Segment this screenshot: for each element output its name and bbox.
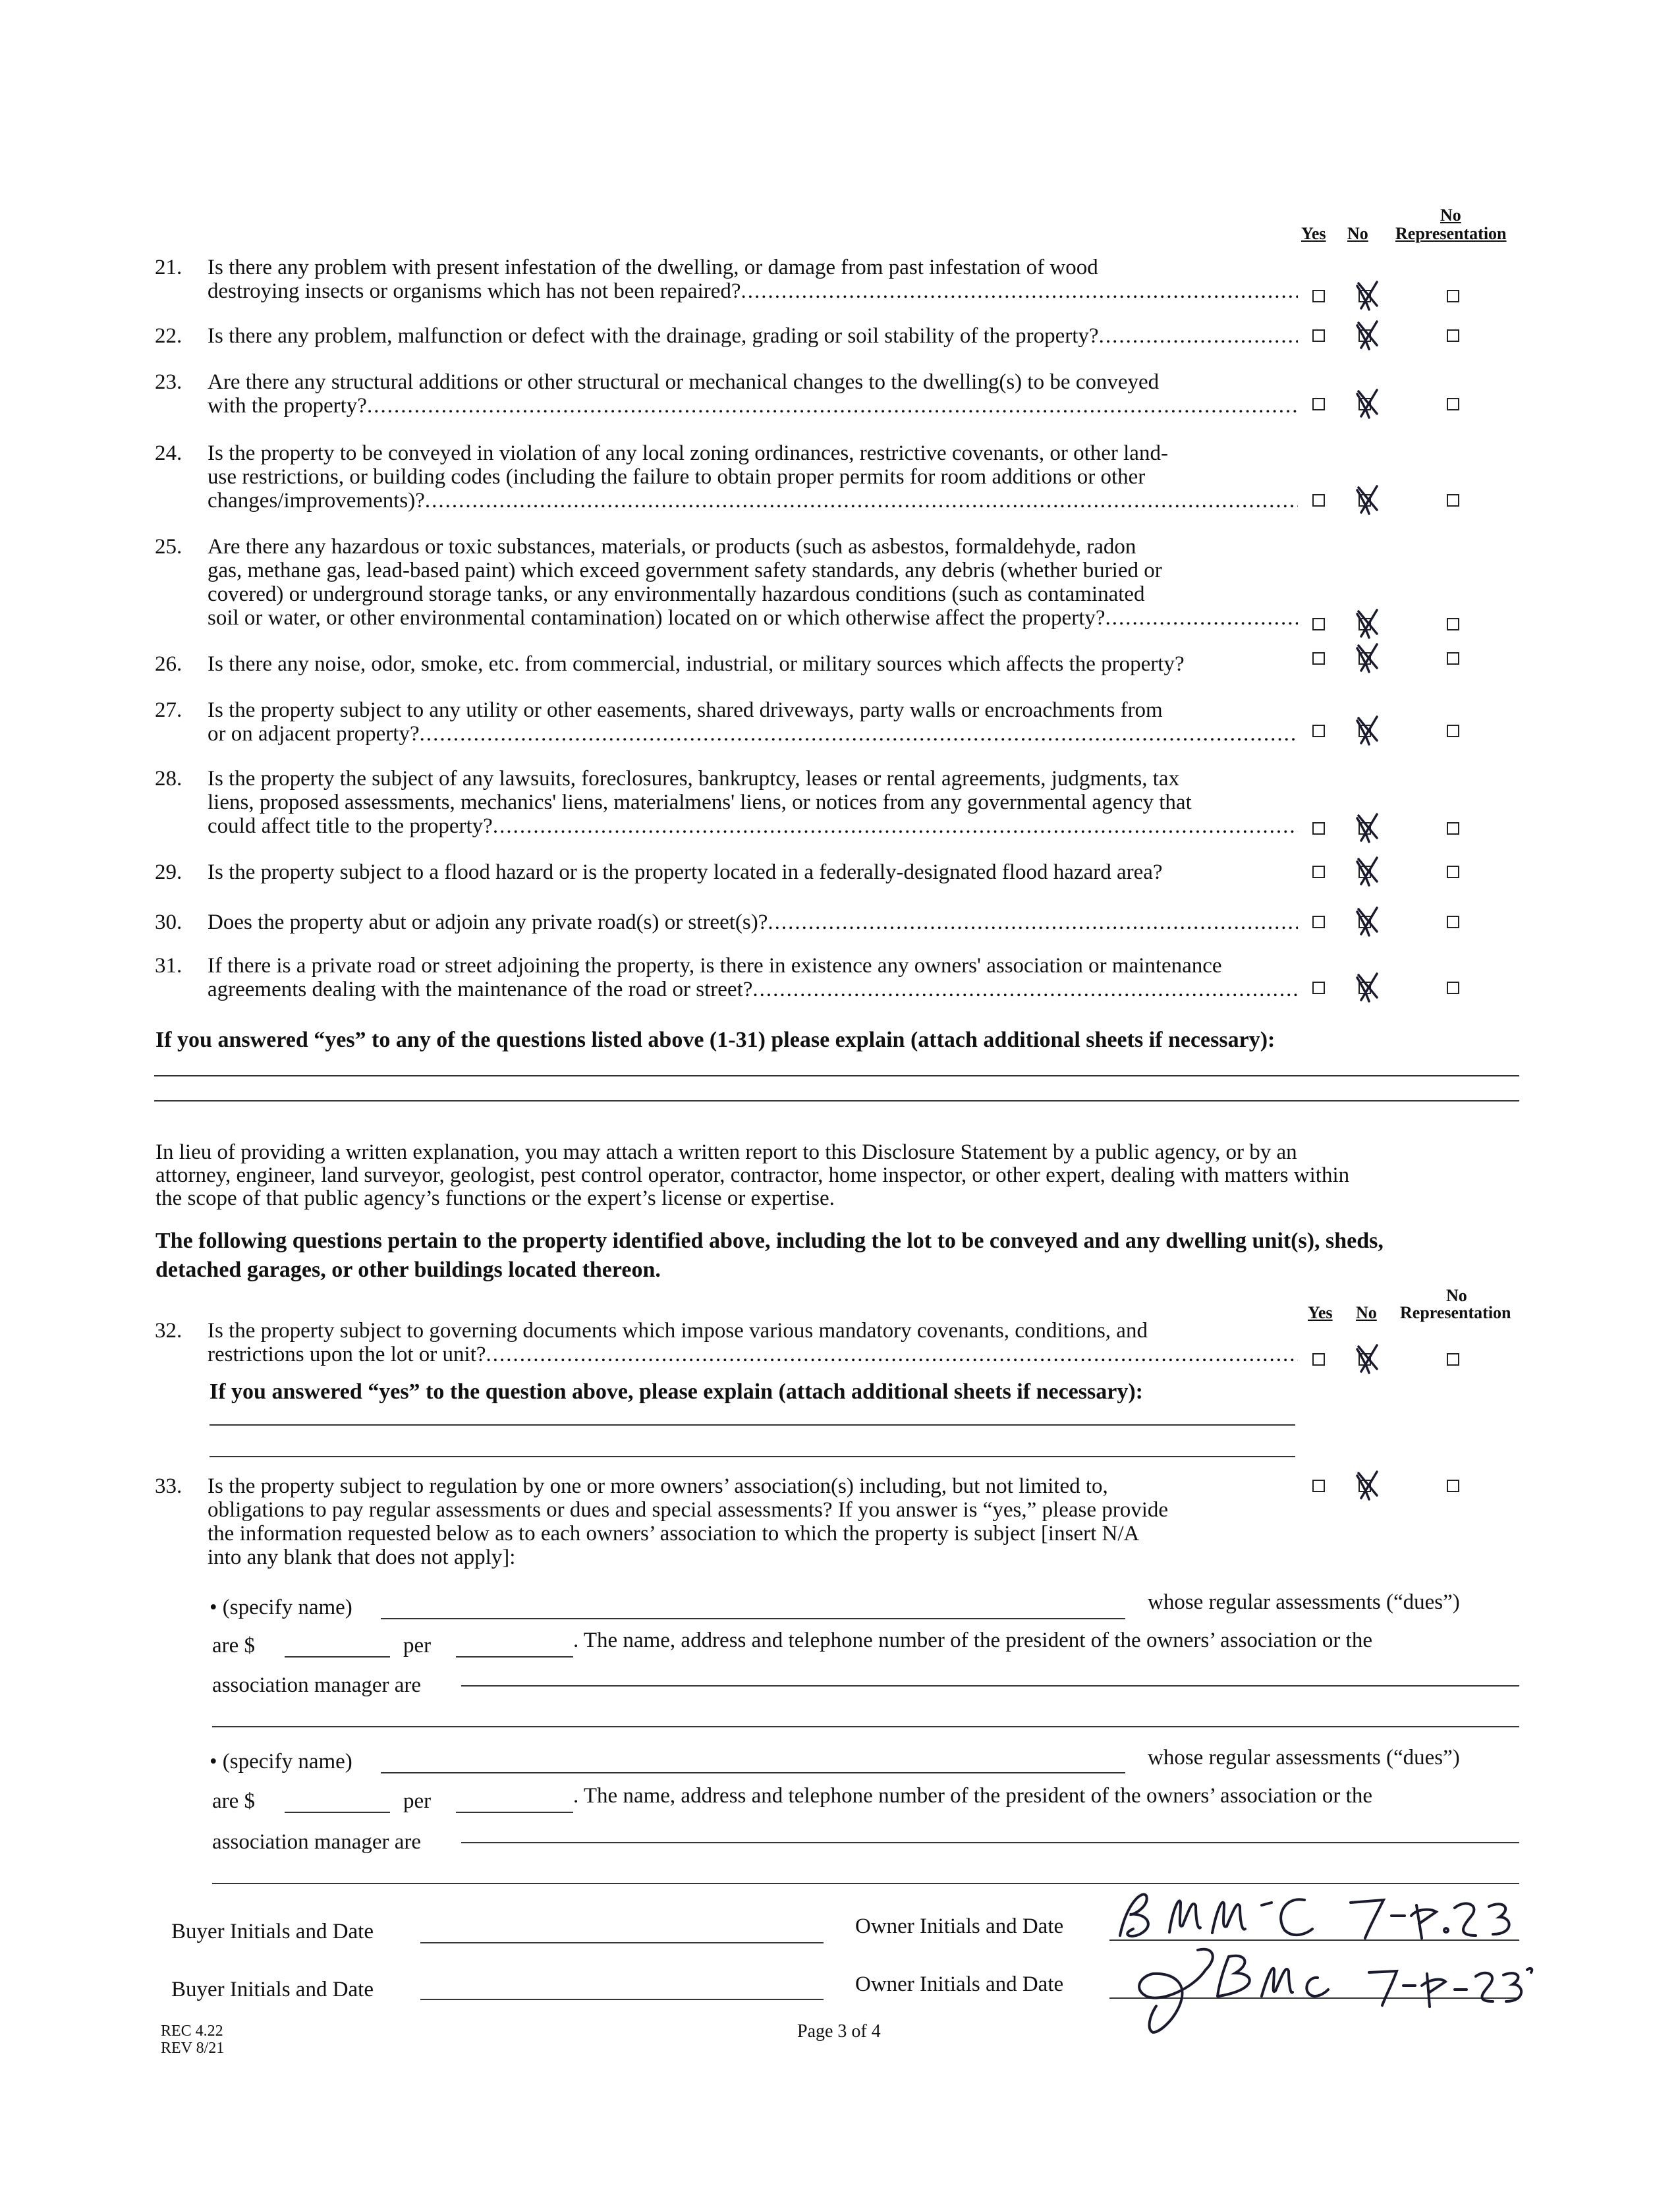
question-text: obligations to pay regular assessments or dues and special assessments? If you answer is “yes,” please provide — [208, 1498, 1169, 1522]
handwritten-check-mark — [1355, 642, 1381, 673]
paragraph-line: attorney, engineer, land surveyor, geologist, pest control operator, contractor, home inspector, or other expert, dealing with matters within — [155, 1163, 1350, 1187]
question-number: 29. — [155, 860, 182, 884]
are-dollar-label: are $ — [212, 1789, 256, 1813]
handwritten-check-mark — [1355, 387, 1381, 419]
checkbox-no-representation[interactable] — [1447, 618, 1459, 630]
question-number: 33. — [155, 1474, 182, 1498]
handwritten-check-mark — [1355, 1343, 1381, 1374]
question-21 — [155, 256, 1298, 308]
dues-period-field[interactable] — [456, 1812, 573, 1813]
manager-field-2[interactable] — [212, 1726, 1519, 1727]
question-text: Is there any noise, odor, smoke, etc. from commercial, industrial, or military sources which affects the property? — [208, 652, 1185, 676]
explain-line[interactable] — [210, 1424, 1295, 1426]
question-22 — [155, 324, 1298, 350]
explain-line[interactable] — [210, 1456, 1295, 1457]
checkbox-yes[interactable] — [1312, 618, 1325, 630]
question-number: 32. — [155, 1319, 182, 1343]
checkbox-yes[interactable] — [1312, 822, 1325, 835]
question-30 — [155, 910, 1298, 937]
manager-field[interactable] — [461, 1685, 1519, 1687]
handwritten-check-mark — [1355, 607, 1381, 639]
checkbox-yes[interactable] — [1312, 866, 1325, 878]
question-33 — [155, 1474, 1298, 1577]
page-number: Page 3 of 4 — [797, 2021, 881, 2042]
question-23 — [155, 370, 1298, 423]
association-name-field[interactable] — [381, 1618, 1125, 1619]
owner-2-handwritten-initials — [1120, 1943, 1555, 2042]
handwritten-check-mark — [1355, 812, 1381, 843]
question-text: Is the property subject to a flood hazard or is the property located in a federally-designated flood hazard area? — [208, 860, 1163, 884]
question-text: use restrictions, or building codes (including the failure to obtain proper permits for room additions or other — [208, 465, 1146, 489]
buyer-initials-label-1: Buyer Initials and Date — [171, 1920, 374, 1943]
checkbox-no-representation[interactable] — [1447, 916, 1459, 928]
question-text: could affect title to the property? — [208, 814, 493, 838]
question-number: 27. — [155, 698, 182, 722]
question-text: Is the property the subject of any lawsuits, foreclosures, bankruptcy, leases or rental agreements, judgments, tax — [208, 767, 1180, 791]
checkbox-yes[interactable] — [1312, 1353, 1325, 1366]
question-text: changes/improvements)? — [208, 489, 425, 513]
question-text: with the property? — [208, 394, 367, 418]
paragraph-line: detached garages, or other buildings located thereon. — [155, 1258, 661, 1282]
question-text: destroying insects or organisms which has not been repaired? — [208, 279, 741, 303]
question-28 — [155, 767, 1298, 843]
checkbox-no-representation[interactable] — [1447, 725, 1459, 737]
col-no-representation: Representation — [1395, 224, 1507, 243]
dues-period-field[interactable] — [456, 1656, 573, 1658]
form-revision: REV 8/21 — [161, 2040, 225, 2057]
handwritten-check-mark — [1355, 484, 1381, 515]
checkbox-yes[interactable] — [1312, 398, 1325, 410]
question-32 — [155, 1319, 1298, 1372]
question-text: If there is a private road or street adjoining the property, is there in existence any owners' association or maintenance — [208, 954, 1222, 978]
paragraph-line: In lieu of providing a written explanation, you may attach a written report to this Disclosure Statement by a public agency, or by an — [155, 1140, 1297, 1164]
question-text: Is the property to be conveyed in violation of any local zoning ordinances, restrictive covenants, or other land- — [208, 441, 1168, 465]
question-31 — [155, 954, 1298, 1007]
question-text: Is there any problem with present infestation of the dwelling, or damage from past infestation of wood — [208, 256, 1098, 279]
col-no-representation-2: Representation — [1400, 1303, 1511, 1322]
dues-label: whose regular assessments (“dues”) — [1148, 1590, 1460, 1614]
col-no-top: No — [1440, 206, 1461, 225]
dues-amount-field[interactable] — [285, 1656, 390, 1658]
checkbox-yes[interactable] — [1312, 1480, 1325, 1492]
form-code: REC 4.22 — [161, 2022, 223, 2040]
question-25 — [155, 535, 1298, 635]
question-number: 30. — [155, 910, 182, 934]
question-text: liens, proposed assessments, mechanics' liens, materialmens' liens, or notices from any governmental agency that — [208, 791, 1192, 814]
question-number: 28. — [155, 767, 182, 791]
manager-field[interactable] — [461, 1842, 1519, 1843]
checkbox-no-representation[interactable] — [1447, 1353, 1459, 1366]
checkbox-no-representation[interactable] — [1447, 866, 1459, 878]
checkbox-no-representation[interactable] — [1447, 329, 1459, 342]
owner-initials-label-2: Owner Initials and Date — [855, 1972, 1064, 1996]
checkbox-yes[interactable] — [1312, 916, 1325, 928]
question-text: soil or water, or other environmental contamination) located on or which otherwise affect the property? — [208, 606, 1106, 630]
checkbox-yes[interactable] — [1312, 329, 1325, 342]
specify-name-label: • (specify name) — [210, 1596, 352, 1619]
checkbox-no-representation[interactable] — [1447, 398, 1459, 410]
question-text: restrictions upon the lot or unit? — [208, 1343, 486, 1366]
are-dollar-label: are $ — [212, 1634, 256, 1658]
question-text: into any blank that does not apply]: — [208, 1546, 516, 1569]
explain-line[interactable] — [154, 1075, 1519, 1076]
in-lieu-paragraph — [155, 1141, 1526, 1210]
col-no: No — [1347, 224, 1368, 243]
handwritten-check-mark — [1355, 714, 1381, 746]
question-number: 22. — [155, 324, 182, 348]
checkbox-no-representation[interactable] — [1447, 1480, 1459, 1492]
dues-label: whose regular assessments (“dues”) — [1148, 1746, 1460, 1770]
question-text: gas, methane gas, lead-based paint) which exceed government safety standards, any debris (whether buried or — [208, 559, 1162, 582]
question-text: Is the property subject to governing documents which impose various mandatory covenants, conditions, and — [208, 1319, 1148, 1343]
handwritten-check-mark — [1355, 319, 1381, 350]
buyer-initials-field-1[interactable] — [420, 1942, 824, 1943]
checkbox-no-representation[interactable] — [1447, 982, 1459, 994]
question-text: Is the property subject to any utility or other easements, shared driveways, party walls or encroachments from — [208, 698, 1163, 722]
question-text: Is the property subject to regulation by one or more owners’ association(s) including, but not limited to, — [208, 1474, 1108, 1498]
checkbox-yes[interactable] — [1312, 725, 1325, 737]
manager-label: association manager are — [212, 1830, 422, 1854]
question-number: 31. — [155, 954, 182, 978]
question-text: Are there any hazardous or toxic substances, materials, or products (such as asbestos, formaldehyde, radon — [208, 535, 1136, 559]
association-name-field[interactable] — [381, 1772, 1125, 1773]
question-26 — [155, 652, 1298, 679]
question-text: Are there any structural additions or other structural or mechanical changes to the dwelling(s) to be conveyed — [208, 370, 1160, 394]
handwritten-check-mark — [1355, 905, 1381, 937]
question-number: 26. — [155, 652, 182, 676]
buyer-initials-field-2[interactable] — [420, 1999, 824, 2000]
per-label: per — [403, 1789, 432, 1813]
handwritten-check-mark — [1355, 279, 1381, 311]
president-text: . The name, address and telephone number of the president of the owners’ association or the — [573, 1629, 1372, 1652]
col-no-2: No — [1356, 1303, 1377, 1322]
owner-initials-label-1: Owner Initials and Date — [855, 1914, 1064, 1938]
president-text: . The name, address and telephone number of the president of the owners’ association or the — [573, 1784, 1372, 1808]
question-27 — [155, 698, 1298, 751]
question-number: 23. — [155, 370, 182, 394]
buyer-initials-label-2: Buyer Initials and Date — [171, 1978, 374, 2001]
question-text: Is there any problem, malfunction or defect with the drainage, grading or soil stability of the property? — [208, 324, 1099, 348]
question-24 — [155, 441, 1298, 518]
checkbox-yes[interactable] — [1312, 652, 1325, 665]
explain-line[interactable] — [154, 1100, 1519, 1102]
question-text: Does the property abut or adjoin any private road(s) or street(s)? — [208, 910, 768, 934]
explain-heading-32: If you answered “yes” to the question above, please explain (attach additional sheets if necessary): — [210, 1380, 1143, 1404]
col-no-top-2: No — [1446, 1286, 1467, 1305]
owner-1-handwritten-initials — [1107, 1876, 1528, 1950]
paragraph-line: the scope of that public agency’s functions or the expert’s license or expertise. — [155, 1186, 835, 1210]
question-text: covered) or underground storage tanks, or any environmentally hazardous conditions (such as contaminated — [208, 582, 1145, 606]
checkbox-no-representation[interactable] — [1447, 652, 1459, 665]
checkbox-yes[interactable] — [1312, 290, 1325, 302]
per-label: per — [403, 1634, 432, 1658]
question-text: agreements dealing with the maintenance of the road or street? — [208, 978, 753, 1001]
question-number: 25. — [155, 535, 182, 559]
question-text: the information requested below as to each owners’ association to which the property is subject [insert N/A — [208, 1522, 1140, 1546]
explain-heading-1-31: If you answered “yes” to any of the questions listed above (1-31) please explain (attach additional sheets if necessary): — [155, 1028, 1275, 1052]
handwritten-check-mark — [1355, 1469, 1381, 1501]
question-number: 24. — [155, 441, 182, 465]
handwritten-check-mark — [1355, 971, 1381, 1003]
specify-name-label: • (specify name) — [210, 1750, 352, 1773]
checkbox-yes[interactable] — [1312, 982, 1325, 994]
checkbox-yes[interactable] — [1312, 494, 1325, 507]
checkbox-no-representation[interactable] — [1447, 822, 1459, 835]
question-text: or on adjacent property? — [208, 722, 420, 746]
pertain-paragraph — [155, 1227, 1532, 1285]
manager-label: association manager are — [212, 1673, 422, 1697]
question-number: 21. — [155, 256, 182, 279]
col-yes-2: Yes — [1308, 1303, 1333, 1322]
dues-amount-field[interactable] — [285, 1812, 390, 1813]
col-yes: Yes — [1301, 224, 1326, 243]
checkbox-no-representation[interactable] — [1447, 290, 1459, 302]
question-29 — [155, 860, 1298, 887]
paragraph-line: The following questions pertain to the property identified above, including the lot to be conveyed and any dwelling unit(s), sheds, — [155, 1229, 1384, 1253]
handwritten-check-mark — [1355, 855, 1381, 887]
checkbox-no-representation[interactable] — [1447, 494, 1459, 507]
